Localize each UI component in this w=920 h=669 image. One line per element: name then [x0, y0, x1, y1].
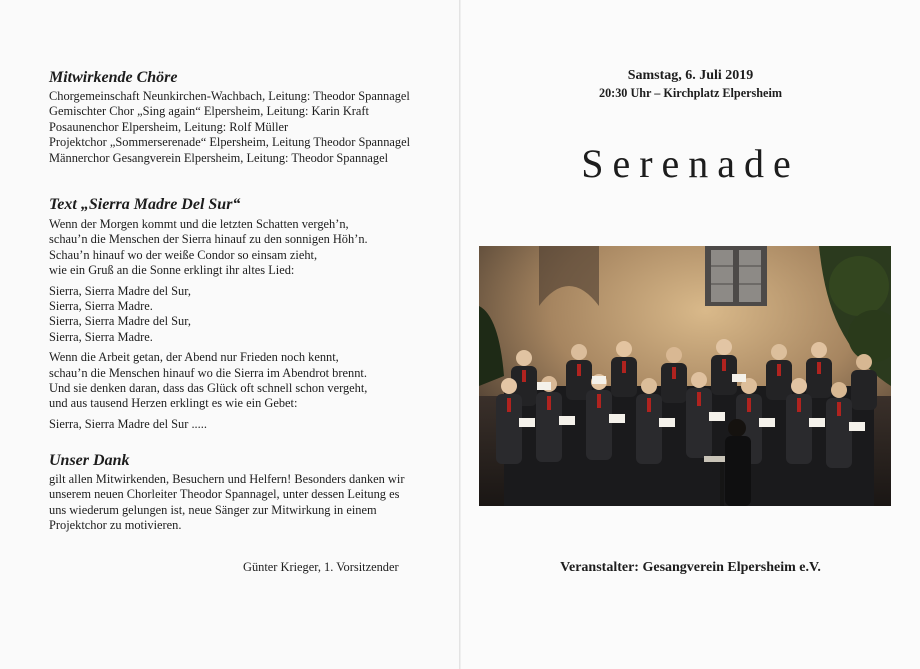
thanks-line: unserem neuen Chorleiter Theodor Spannagel, unter dessen Leitung es	[49, 487, 400, 502]
choir-line: Männerchor Gesangverein Elpersheim, Leitung: Theodor Spannagel	[49, 150, 389, 165]
thanks-heading: Unser Dank	[49, 452, 130, 469]
organizer: Veranstalter: Gesangverein Elpersheim e.V.	[560, 560, 821, 575]
lyric-line: schau’n die Menschen der Sierra hinauf zu den sonnigen Höh’n.	[49, 232, 368, 247]
thanks-line: gilt allen Mitwirkenden, Besuchern und Helfern! Besonders danken wir	[49, 472, 405, 486]
lyric-line: Sierra, Sierra Madre del Sur .....	[49, 416, 207, 431]
choir-photo-illustration	[479, 246, 891, 506]
lyric-line: Schau’n hinauf wo der weiße Condor so einsam zieht,	[49, 247, 318, 262]
lyrics-heading: Text „Sierra Madre Del Sur“	[49, 196, 241, 213]
event-date: Samstag, 6. Juli 2019	[627, 68, 754, 83]
choir-photo	[479, 246, 891, 506]
lyric-line: Wenn die Arbeit getan, der Abend nur Frieden noch kennt,	[49, 350, 339, 365]
choirs-list	[49, 89, 410, 166]
lyric-line: wie ein Gruß an die Sonne erklingt ihr altes Lied:	[49, 263, 295, 278]
signature: Günter Krieger, 1. Vorsitzender	[243, 560, 399, 574]
lyric-line: Und sie denken daran, dass das Glück oft schnell schon vergeht,	[49, 381, 368, 396]
thanks-line: uns wiederum gelungen ist, neue Sänger zur Mitwirkung in einem	[49, 502, 377, 517]
lyrics-text	[49, 217, 368, 432]
lyric-line: und aus tausend Herzen erklingt es wie ein Gebet:	[49, 396, 298, 411]
choir-line: Posaunenchor Elpersheim, Leitung: Rolf Müller	[49, 119, 289, 134]
choirs-heading: Mitwirkende Chöre	[49, 69, 178, 86]
lyric-line: Wenn der Morgen kommt und die letzten Schatten vergeh’n,	[49, 217, 349, 231]
lyric-line: Sierra, Sierra Madre del Sur,	[49, 314, 191, 329]
choir-line: Chorgemeinschaft Neunkirchen-Wachbach, Leitung: Theodor Spannagel	[49, 89, 410, 103]
lyric-line: Sierra, Sierra Madre del Sur,	[49, 283, 191, 298]
choir-line: Gemischter Chor „Sing again“ Elpersheim, Leitung: Karin Kraft	[49, 104, 369, 119]
choir-line: Projektchor „Sommerserenade“ Elpersheim, Leitung Theodor Spannagel	[49, 135, 411, 150]
lyric-line: schau’n die Menschen hinauf wo die Sierra im Abendrot brennt.	[49, 365, 367, 380]
lyric-line: Sierra, Sierra Madre.	[49, 329, 153, 344]
event-title: Serenade	[581, 141, 800, 186]
thanks-text	[49, 472, 404, 534]
right-page	[461, 0, 920, 669]
lyric-line: Sierra, Sierra Madre.	[49, 299, 153, 314]
event-time-place: 20:30 Uhr – Kirchplatz Elpersheim	[598, 86, 783, 100]
thanks-line: Projektchor zu motivieren.	[49, 518, 182, 533]
